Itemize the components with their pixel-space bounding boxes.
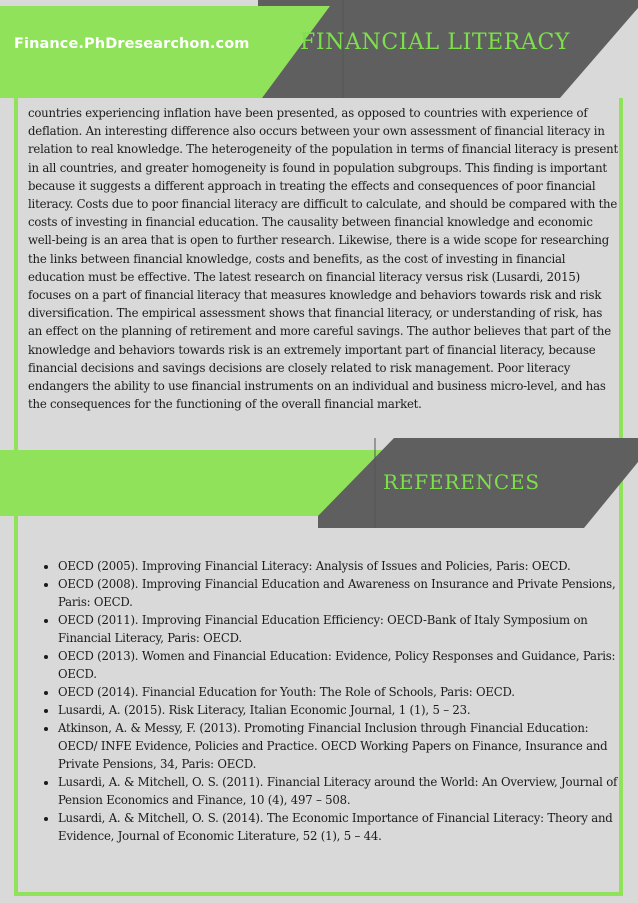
body-paragraph: countries experiencing inflation have been presented, as opposed to countries with experience of deflation. An interesting difference also occurs between your own assessment of financial literacy in relation to real knowledge. The heterogeneity of the population in terms of financial literacy is present in all countries, and greater homogeneity is found in population subgroups. This finding is important because it suggests a different approach in treating the effects and consequences of poor financial literacy. Costs due to poor financial literacy are difficult to calculate, and should be compared with the costs of investing in financial education. The causality between financial knowledge and economic well-being is an area that is open to further research. Likewise, there is a wide scope for researching the links between financial knowledge, costs and benefits, as the cost of investing in financial education must be effective. The latest research on financial literacy versus risk (Lusardi, 2015) focuses on a part of financial literacy that measures knowledge and behaviors towards risk and risk diversification. The empirical assessment shows that financial literacy, or understanding of risk, has an effect on the planning of retirement and more careful savings. The author believes that part of the knowledge and behaviors towards risk is an extremely important part of financial literacy, because financial decisions and savings decisions are closely related to risk management. Poor literacy endangers the ability to use financial instruments on an individual and business micro-level, and has the consequences for the functioning of the overall financial market. xyxy=(28,106,618,412)
site-url: Finance.PhDresearchon.com xyxy=(14,36,250,52)
reference-item: • Lusardi, A. (2015). Risk Literacy, Italian Economic Journal, 1 (1), 5 – 23. xyxy=(58,701,618,719)
reference-item: • Lusardi, A. & Mitchell, O. S. (2014). The Economic Importance of Financial Literacy: Theory and Evidence, Journal of Economic Literature, 52 (1), 5 – 44. xyxy=(58,809,618,845)
references-banner xyxy=(0,438,638,528)
references-title: REFERENCES xyxy=(383,470,540,494)
references-shapes xyxy=(0,438,638,528)
reference-item: • Atkinson, A. & Messy, F. (2013). Promoting Financial Inclusion through Financial Education: OECD/ INFE Evidence, Policies and Practice. OECD Working Papers on Finance, Insurance and Private Pensions, 34, Paris: OECD. xyxy=(58,719,618,773)
reference-item: • OECD (2005). Improving Financial Literacy: Analysis of Issues and Policies, Paris: OECD. xyxy=(58,557,618,575)
reference-item: • OECD (2008). Improving Financial Education and Awareness on Insurance and Private Pensions, Paris: OECD. xyxy=(58,575,618,611)
reference-item: • OECD (2011). Improving Financial Education Efficiency: OECD-Bank of Italy Symposium on Financial Literacy, Paris: OECD. xyxy=(58,611,618,647)
reference-item: • OECD (2013). Women and Financial Education: Evidence, Policy Responses and Guidance, Paris: OECD. xyxy=(58,647,618,683)
header-banner xyxy=(0,0,638,98)
green-frame-bottom xyxy=(14,892,623,896)
reference-item: • Lusardi, A. & Mitchell, O. S. (2011). Financial Literacy around the World: An Overview, Journal of Pension Economics and Finance, 10 (4), 497 – 508. xyxy=(58,773,618,809)
reference-item: • OECD (2014). Financial Education for Youth: The Role of Schools, Paris: OECD. xyxy=(58,683,618,701)
references-list xyxy=(40,557,618,845)
page-title: FINANCIAL LITERACY xyxy=(300,30,570,55)
